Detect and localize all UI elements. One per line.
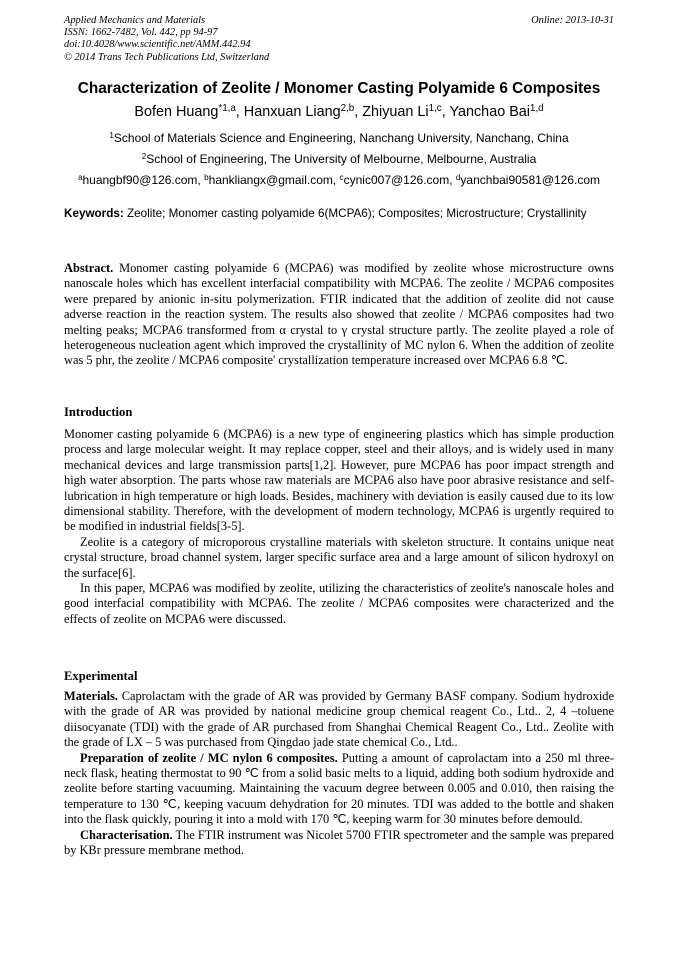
- affiliation: [0, 152, 678, 167]
- copyright-line: © 2014 Trans Tech Publications Ltd, Switzerland: [64, 51, 270, 63]
- affiliation-mark: 1: [109, 130, 114, 140]
- section-heading-introduction: Introduction: [64, 405, 133, 419]
- paragraph-characterisation: [64, 828, 614, 859]
- characterisation-text: The FTIR instrument was Nicolet 5700 FTIR spectrometer and the sample was prepared by KBr pressure membrane method.: [64, 827, 615, 858]
- affiliation-text: School of Materials Science and Engineering, Nanchang University, Nanchang, China: [113, 131, 569, 145]
- running-header: [64, 15, 614, 64]
- paragraph: In this paper, MCPA6 was modified by zeolite, utilizing the characteristics of zeolite's nanoscale holes and good interfacial compatibility with MCPA6. The zeolite / MCPA6 composites were characterized and the effects of zeolite on MCPA6 were discussed.: [64, 581, 614, 626]
- email-address: yanchbai90581@126.com: [460, 173, 601, 187]
- paragraph: Zeolite is a category of microporous crystalline materials with skeleton structure. It contains unique neat crystal structure, broad channel system, larger specific surface area and a large amount of silicon hydroxyl on the surface[6].: [64, 534, 614, 580]
- doi-line: doi:10.4028/www.scientific.net/AMM.442.94: [64, 39, 251, 51]
- issn-line: ISSN: 1662-7482, Vol. 442, pp 94-97: [64, 27, 218, 39]
- author-affil-mark: 1,d: [530, 102, 544, 114]
- section-heading-experimental: Experimental: [64, 669, 138, 683]
- keywords-label: Keywords:: [64, 207, 124, 220]
- online-date: Online: 2013-10-31: [531, 15, 614, 26]
- author-name: Zhiyuan Li: [362, 104, 429, 120]
- paragraph: Monomer casting polyamide 6 (MCPA6) is a new type of engineering plastics which has simple production process and large molecular weight. It may replace copper, steel and their alloys, and is widely used in many mechanical devices and large transmission parts[1,2]. However, pure MCPA6 has poor impact strength and high water absorption. The parts whose raw materials are MCPA6 also have poor abrasive resistance and self-lubrication in high temperature or high loads. Besides, machinery with deviation is easily caused due to its low dimensional stability. Therefore, with the development of modern technology, MCPA6 is urgently required to be modified in industrial fields[3-5].: [64, 427, 614, 534]
- email-list: [0, 173, 678, 188]
- materials-text: Caprolactam with the grade of AR was provided by Germany BASF company. Sodium hydroxide with the grade of AR was provided by national medicine group chemical reagent Co., Ltd.. 2, 4 –toluene diisocyanate (TDI) with the grade of AR purchased from Shanghai Chemical Reagent Co., Ltd.. Zeolite with the grade of LX – 5 was purchased from Qingdao jade state chemical Co., Ltd..: [64, 689, 614, 750]
- preparation-text: Putting a amount of caprolactam into a 250 ml three-neck flask, heating thermostat to 90 ℃ from a solid basic melts to a liquid, adding both sodium hydroxide and zeolite before starting vacuuming. Maintaining the vacuum degree between 0.005 and 0.010, then raising the temperature to 130 ℃, keeping vacuum dehydration for 20 minutes. TDI was added to the bottle and shaken into the flask quickly, pouring it into a mold with 170 ℃, keeping warm for 30 minutes before demould.: [64, 750, 614, 827]
- email-address: cynic007@126.com,: [343, 173, 456, 187]
- affiliation-text: School of Engineering, The University of Melbourne, Melbourne, Australia: [146, 152, 537, 166]
- email-mark: b: [204, 172, 209, 182]
- materials-label: Materials.: [64, 689, 119, 703]
- paper-title: Characterization of Zeolite / Monomer Casting Polyamide 6 Composites: [77, 80, 601, 97]
- author-affil-mark: 1,c: [428, 102, 442, 114]
- author-list: [0, 103, 678, 121]
- author-separator: ,: [441, 104, 450, 120]
- email-mark: c: [339, 172, 344, 182]
- email-address: hankliangx@gmail.com,: [208, 173, 340, 187]
- author-separator: ,: [354, 104, 363, 120]
- abstract-label: Abstract.: [64, 261, 114, 275]
- preparation-label: Preparation of zeolite / MC nylon 6 composites.: [80, 750, 338, 765]
- characterisation-label: Characterisation.: [80, 827, 173, 842]
- author-name: Yanchao Bai: [449, 104, 530, 120]
- abstract-text: Monomer casting polyamide 6 (MCPA6) was modified by zeolite whose microstructure owns nanoscale holes which has excellent interfacial compatibility with MCPA6. The zeolite / MCPA6 composites were prepared by anionic in-situ polymerization. FTIR indicated that the addition of zeolite did not cause adverse reaction in the reaction system. The results also showed that zeolite / MCPA6 composites had two melting peaks; MCPA6 transformed from α crystal to γ crystal structure partly. The zeolite played a role of heterogeneous nucleation agent which improved the crystallinity of MC nylon 6. When the addition of zeolite was 5 phr, the zeolite / MCPA6 composite' crystallization temperature increased over MCPA6 6.8 ℃.: [64, 261, 614, 368]
- journal-name: Applied Mechanics and Materials: [64, 15, 206, 26]
- email-address: huangbf90@126.com,: [82, 173, 205, 187]
- paragraph-preparation: [64, 751, 614, 828]
- paragraph-materials: [64, 689, 614, 751]
- experimental-section: [64, 689, 614, 858]
- author-affil-mark: *1,a: [218, 102, 236, 114]
- author-affil-mark: 2,b: [340, 102, 355, 114]
- affiliation: [0, 131, 678, 146]
- author-name: Hanxuan Liang: [243, 104, 341, 120]
- affiliation-mark: 2: [141, 151, 147, 161]
- keywords-block: [64, 207, 614, 222]
- introduction-section: [64, 427, 614, 627]
- abstract-block: [64, 261, 614, 369]
- email-mark: a: [77, 172, 83, 182]
- email-mark: d: [455, 172, 461, 182]
- keywords-text: Zeolite; Monomer casting polyamide 6(MCPA6); Composites; Microstructure; Crystallinity: [127, 207, 587, 220]
- author-separator: ,: [235, 104, 244, 120]
- author-name: Bofen Huang: [134, 104, 219, 120]
